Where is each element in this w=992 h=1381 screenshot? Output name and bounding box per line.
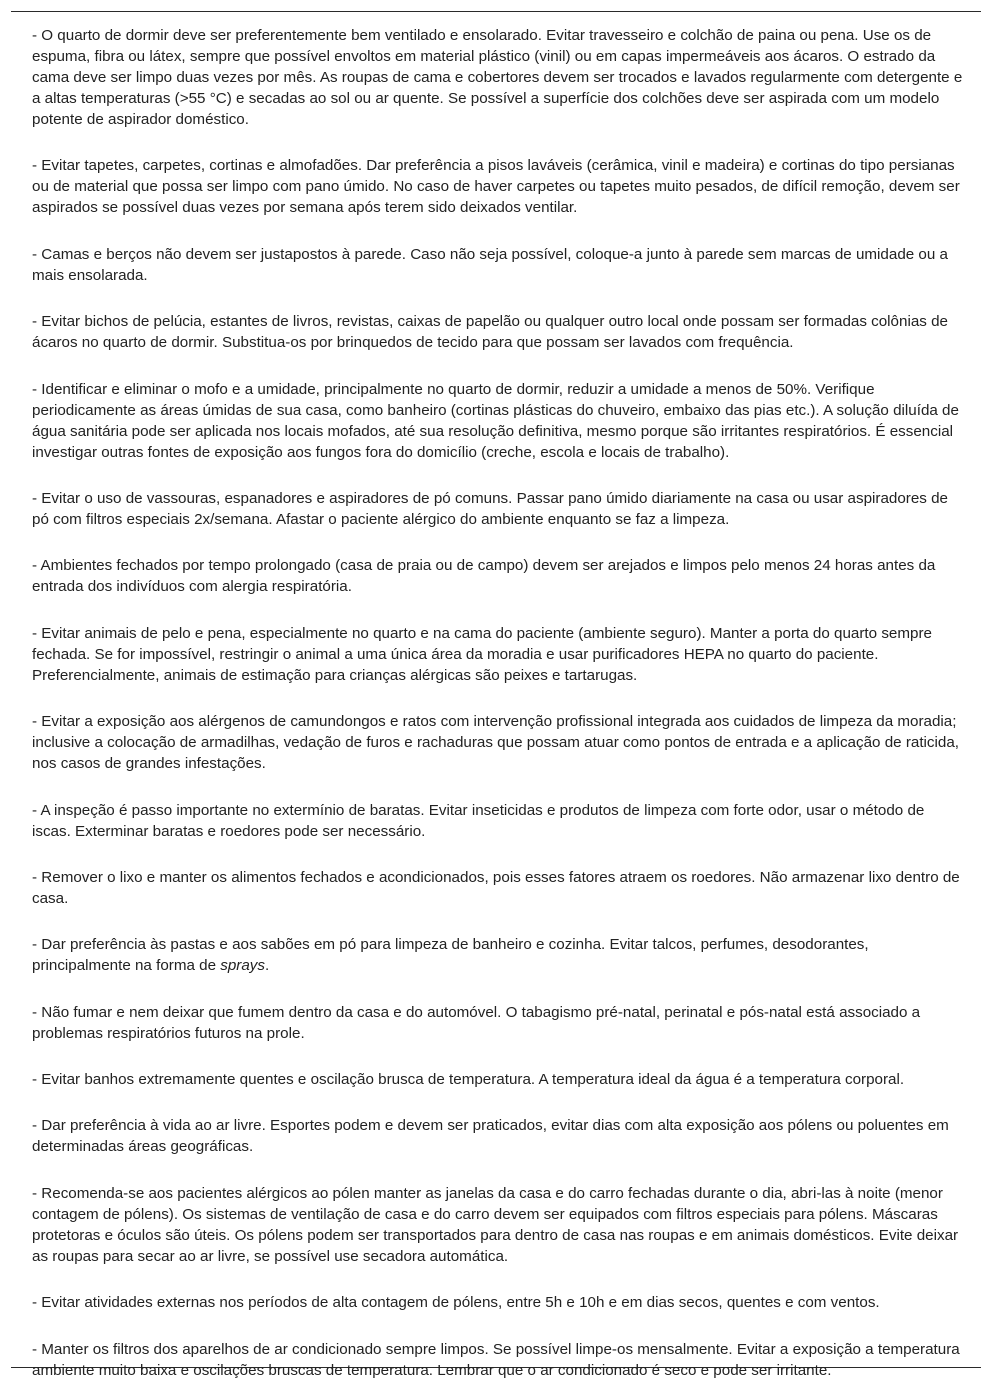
paragraph-cleaning-products-suffix: . [265,957,270,975]
paragraph-pollen-windows: - Recomenda-se aos pacientes alérgicos ao pólen manter as janelas da casa e do carro fechadas durante o dia, abri-las à noite (menor contagem de pólens). Os sistemas de ventilação de casa e do carro devem ser equipados com filtros especiais para pólens. Máscaras protetoras e óculos são úteis. Os pólens podem ser transportados para dentro de casa nas roupas e em animais domésticos. Evite deixar as roupas para secar ao ar livre, se possível use secadora automática. [32,1184,959,1265]
paragraph-rodents: - Evitar a exposição aos alérgenos de camundongos e ratos com intervenção profissional integrada aos cuidados de limpeza da moradia; inclusive a colocação de armadilhas, vedação de furos e rachaduras que possam atuar como pontos de entrada e a aplicação de raticida, nos casos de grandes infestações. [32,713,960,773]
paragraph-air-conditioning: - Manter os filtros dos aparelhos de ar condicionado sempre limpos. Se possível limpe-os mensalmente. Evitar a exposição a temperatura ambiente muito baixa e oscilações bruscas de temperatura. Lembrar que o ar condicionado é seco e pode ser irritante. [32,1340,960,1379]
paragraph-cockroaches: - A inspeção é passo importante no extermínio de baratas. Evitar inseticidas e produtos de limpeza com forte odor, usar o método de iscas. Exterminar baratas e roedores pode ser necessário. [32,801,925,840]
paragraph-pollen-activities: - Evitar atividades externas nos períodos de alta contagem de pólens, entre 5h e 10h e em dias secos, quentes e com ventos. [32,1294,880,1312]
paragraph-plush-toys: - Evitar bichos de pelúcia, estantes de livros, revistas, caixas de papelão ou qualquer outro local onde possam ser formadas colônias de ácaros no quarto de dormir. Substitua-os por brinquedos de tecido para que possam ser lavados com frequência. [32,313,948,352]
paragraph-carpets-curtains: - Evitar tapetes, carpetes, cortinas e almofadões. Dar preferência a pisos laváveis (cerâmica, vinil e madeira) e cortinas do tipo persianas ou de material que possa ser limpo com pano úmido. No caso de haver carpetes ou tapetes muito pesados, de difícil remoção, devem ser aspirados se possível duas vezes por semana após terem sido deixados ventilar. [32,157,960,217]
paragraph-smoking: - Não fumar e nem deixar que fumem dentro da casa e do automóvel. O tabagismo pré-natal, perinatal e pós-natal está associado a problemas respiratórios futuros na prole. [32,1003,921,1042]
table-cell-frame [11,11,981,1379]
paragraph-cleaning-products [32,934,967,976]
paragraph-outdoor-life: - Dar preferência à vida ao ar livre. Esportes podem e devem ser praticados, evitar dias com alta exposição aos pólens ou poluentes em determinadas áreas geográficas. [32,1117,949,1156]
paragraph-bedroom-ventilation: - O quarto de dormir deve ser preferentemente bem ventilado e ensolarado. Evitar travesseiro e colchão de paina ou pena. Use os de espuma, fibra ou látex, sempre que possível envoltos em material plástico (vinil) ou em capas impermeáveis aos ácaros. O estrado da cama deve ser limpo duas vezes por mês. As roupas de cama e cobertores devem ser trocados e lavados regularmente com detergente e a altas temperaturas (>55 °C) e secadas ao sol ou ar quente. Se possível a superfície dos colchões deve ser aspirada com um modelo potente de aspirador doméstico. [32,27,963,128]
paragraph-pets: - Evitar animais de pelo e pena, especialmente no quarto e na cama do paciente (ambiente seguro). Manter a porta do quarto sempre fechada. Se for impossível, restringir o animal a uma única área da moradia e usar purificadores HEPA no quarto do paciente. Preferencialmente, animais de estimação para crianças alérgicas são peixes e tartarugas. [32,624,932,684]
paragraph-mold-humidity: - Identificar e eliminar o mofo e a umidade, principalmente no quarto de dormir, reduzir a umidade a menos de 50%. Verifique periodicamente as áreas úmidas de sua casa, como banheiro (cortinas plásticas do chuveiro, embaixo das pias etc.). A solução diluída de água sanitária pode ser aplicada nos locais mofados, até sua resolução definitiva, mesmo porque são irritantes respiratórios. É essencial investigar outras fontes de exposição aos fungos fora do domicílio (creche, escola e locais de trabalho). [32,380,959,461]
recommendations-list [32,25,967,1381]
paragraph-cleaning-products-text: - Dar preferência às pastas e aos sabões em pó para limpeza de banheiro e cozinha. Evitar talcos, perfumes, desodorantes, principalmente na forma de [32,936,869,975]
sprays-emphasis: sprays [220,957,265,975]
paragraph-cleaning: - Evitar o uso de vassouras, espanadores e aspiradores de pó comuns. Passar pano úmido diariamente na casa ou usar aspiradores de pó com filtros especiais 2x/semana. Afastar o paciente alérgico do ambiente enquanto se faz a limpeza. [32,489,948,528]
paragraph-hot-baths: - Evitar banhos extremamente quentes e oscilação brusca de temperatura. A temperatura ideal da água é a temperatura corporal. [32,1071,905,1089]
paragraph-beds-walls: - Camas e berços não devem ser justapostos à parede. Caso não seja possível, coloque-a junto à parede sem marcas de umidade ou a mais ensolarada. [32,245,948,284]
paragraph-closed-rooms: - Ambientes fechados por tempo prolongado (casa de praia ou de campo) devem ser arejados e limpos pelo menos 24 horas antes da entrada dos indivíduos com alergia respiratória. [32,557,936,596]
paragraph-garbage: - Remover o lixo e manter os alimentos fechados e acondicionados, pois esses fatores atraem os roedores. Não armazenar lixo dentro de casa. [32,868,960,907]
